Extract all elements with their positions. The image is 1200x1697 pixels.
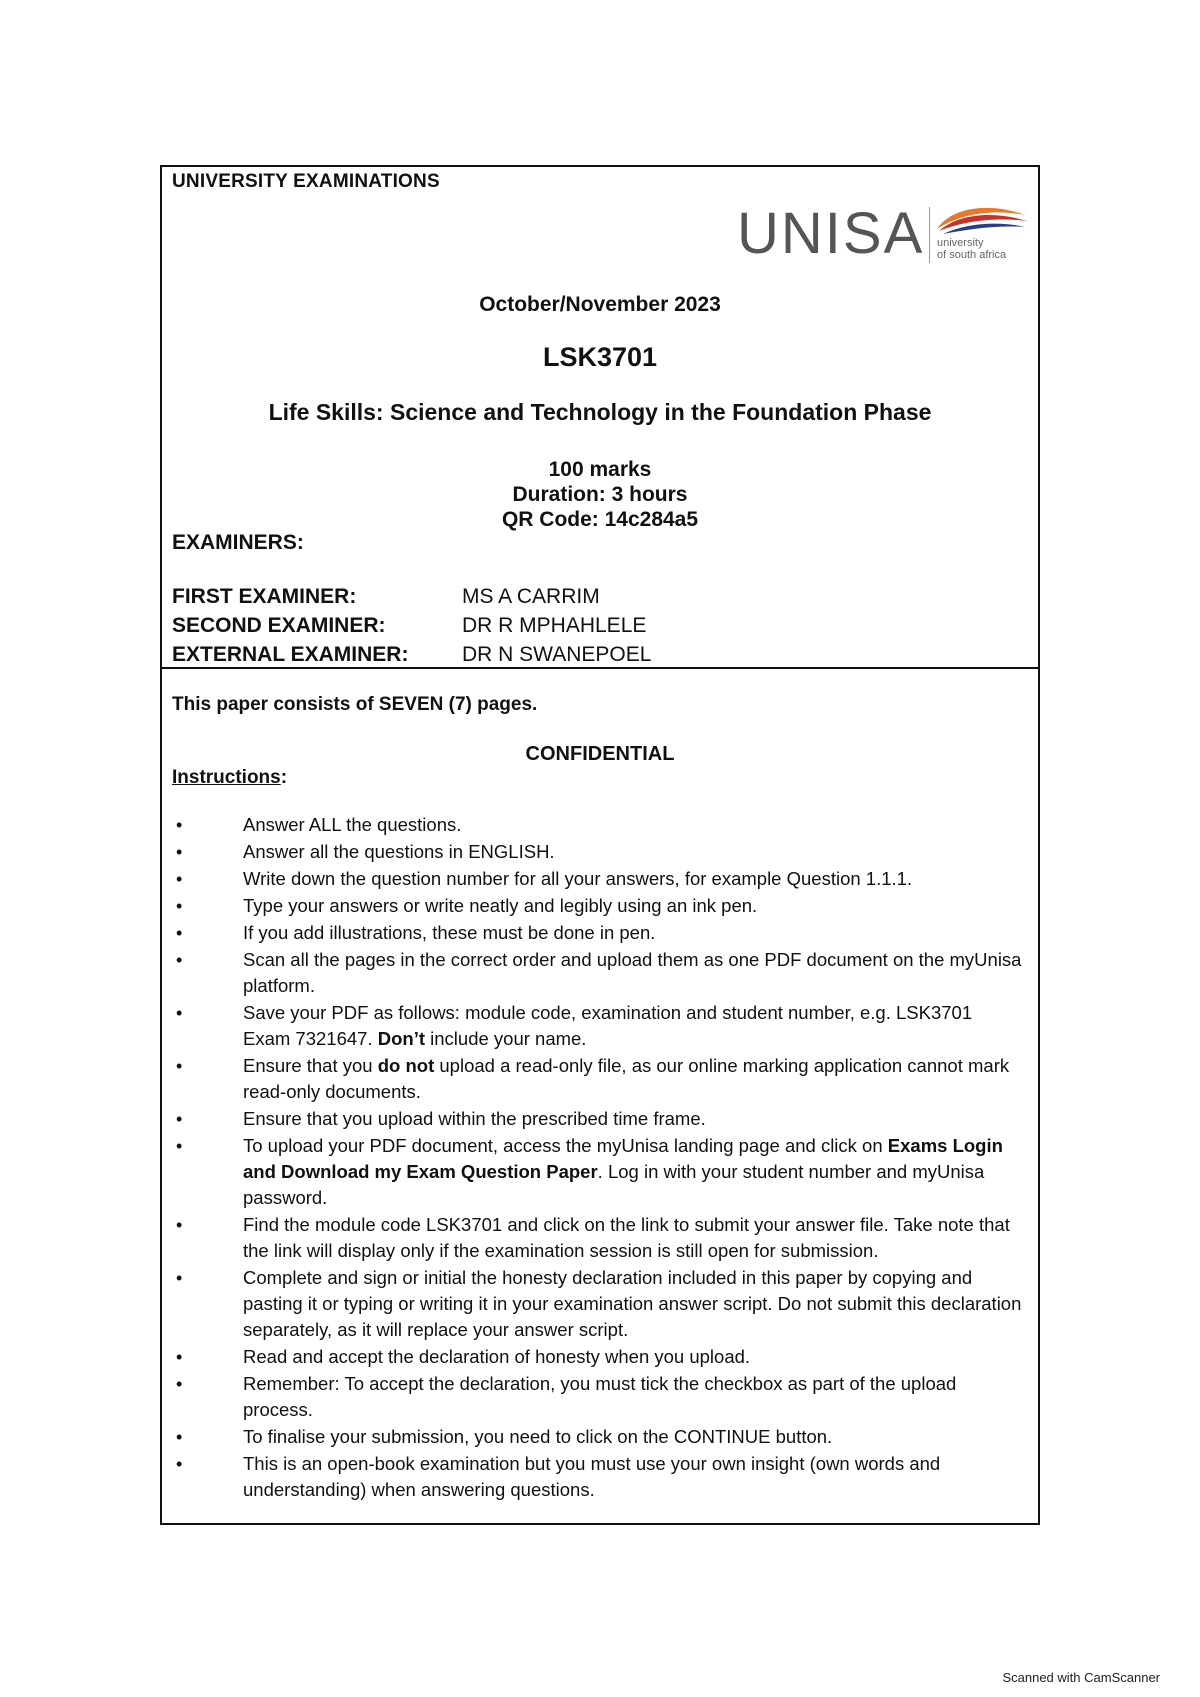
instruction-text: Answer ALL the questions. [243,814,462,835]
exam-details [162,457,1038,532]
bullet-icon: • [176,1215,183,1235]
instruction-text: Complete and sign or initial the honesty declaration included in this paper by copying and pasting it or typing or writing it in your examination answer script. Do not submit this declaration separately, as it will replace your answer script. [243,1267,1022,1340]
bullet-icon: • [176,1454,183,1474]
instruction-emphasis: Don’t [377,1028,425,1049]
instruction-item [172,1212,1022,1264]
exam-session: October/November 2023 [479,293,721,316]
examiner-role: EXTERNAL EXAMINER: [172,643,409,666]
instruction-text: Remember: To accept the declaration, you must tick the checkbox as part of the upload process. [243,1373,957,1420]
instruction-text: Ensure that you [243,1055,378,1076]
instruction-text: To upload your PDF document, access the myUnisa landing page and click on [243,1135,888,1156]
instruction-text: Write down the question number for all your answers, for example Question 1.1.1. [243,868,913,889]
instruction-text: include your name. [425,1028,587,1049]
qr-code-text: QR Code: 14c284a5 [501,508,699,531]
instructions-list [172,812,1022,1504]
instruction-item [172,1133,1022,1211]
bullet-icon: • [176,1268,183,1288]
instruction-item [172,920,1022,946]
exam-duration: Duration: 3 hours [512,483,688,506]
examiner-name: DR N SWANEPOEL [462,643,652,666]
instruction-text: Scan all the pages in the correct order and upload them as one PDF document on the myUnisa platform. [243,949,1022,996]
cover-border-box [160,165,1040,1525]
instruction-text: This is an open-book examination but you must use your own insight (own words and understanding) when answering questions. [243,1453,941,1500]
logo-swoosh-icon [933,203,1029,237]
examiner-row [172,640,651,669]
bullet-icon: • [176,1347,183,1367]
cover-header-section [162,167,1038,669]
instruction-text: . Log in with your student number and myUnisa password. [243,1161,985,1208]
bullet-icon: • [176,1003,183,1023]
bullet-icon: • [176,1374,183,1394]
examiners-heading: EXAMINERS: [172,531,304,554]
bullet-icon: • [176,1056,183,1076]
instruction-text: Ensure that you upload within the prescribed time frame. [243,1108,706,1129]
bullet-icon: • [176,842,183,862]
instruction-text: To finalise your submission, you need to click on the CONTINUE button. [243,1426,833,1447]
bullet-icon: • [176,923,183,943]
examiner-name: DR R MPHAHLELE [462,614,647,637]
confidential-label: CONFIDENTIAL [525,743,675,765]
bullet-icon: • [176,1427,183,1447]
instruction-item [172,839,1022,865]
bullet-icon: • [176,896,183,916]
instruction-emphasis: Exams Login and Download my Exam Question Paper [243,1135,1003,1182]
instruction-text: If you add illustrations, these must be done in pen. [243,922,656,943]
instruction-item [172,947,1022,999]
bullet-icon: • [176,815,183,835]
instruction-text: Read and accept the declaration of honesty when you upload. [243,1346,751,1367]
instructions-heading: Instructions: [172,767,288,788]
total-marks: 100 marks [548,458,652,481]
unisa-logo [737,203,1027,265]
bullet-icon: • [176,869,183,889]
instruction-item [172,1106,1022,1132]
examiner-role: SECOND EXAMINER: [172,614,386,637]
scanner-watermark: Scanned with CamScanner [1002,1670,1160,1685]
bullet-icon: • [176,1109,183,1129]
instruction-item [172,812,1022,838]
examiner-row [172,582,651,611]
instruction-item [172,1265,1022,1343]
page-count-note: This paper consists of SEVEN (7) pages. [172,694,538,715]
logo-wordmark: UNISA [737,201,925,266]
university-examinations-label: UNIVERSITY EXAMINATIONS [172,171,440,192]
instruction-item [172,893,1022,919]
instruction-text: upload a read-only file, as our online marking application cannot mark read-only documents. [243,1055,1010,1102]
instruction-text: Type your answers or write neatly and legibly using an ink pen. [243,895,758,916]
instruction-item [172,1053,1022,1105]
instruction-text: Answer all the questions in ENGLISH. [243,841,555,862]
instruction-item [172,1371,1022,1423]
logo-tagline: university of south africa [937,237,1007,261]
examiners-table [172,582,651,669]
examiner-role: FIRST EXAMINER: [172,585,357,608]
instruction-item [172,1344,1022,1370]
module-code: LSK3701 [542,342,658,372]
bullet-icon: • [176,1136,183,1156]
instruction-item [172,1451,1022,1503]
bullet-icon: • [176,950,183,970]
instruction-text: Save your PDF as follows: module code, examination and student number, e.g. LSK3701 Exam 7321647. [243,1002,973,1049]
examiner-row [172,611,651,640]
instruction-emphasis: do not [377,1055,435,1076]
instruction-item [172,1424,1022,1450]
instruction-item [172,1000,1022,1052]
instruction-item [172,866,1022,892]
examiner-name: MS A CARRIM [462,585,600,608]
logo-divider [929,207,930,263]
instruction-text: Find the module code LSK3701 and click on the link to submit your answer file. Take note that the link will display only if the examination session is still open for submission. [243,1214,1010,1261]
module-title: Life Skills: Science and Technology in the Foundation Phase [268,399,932,425]
